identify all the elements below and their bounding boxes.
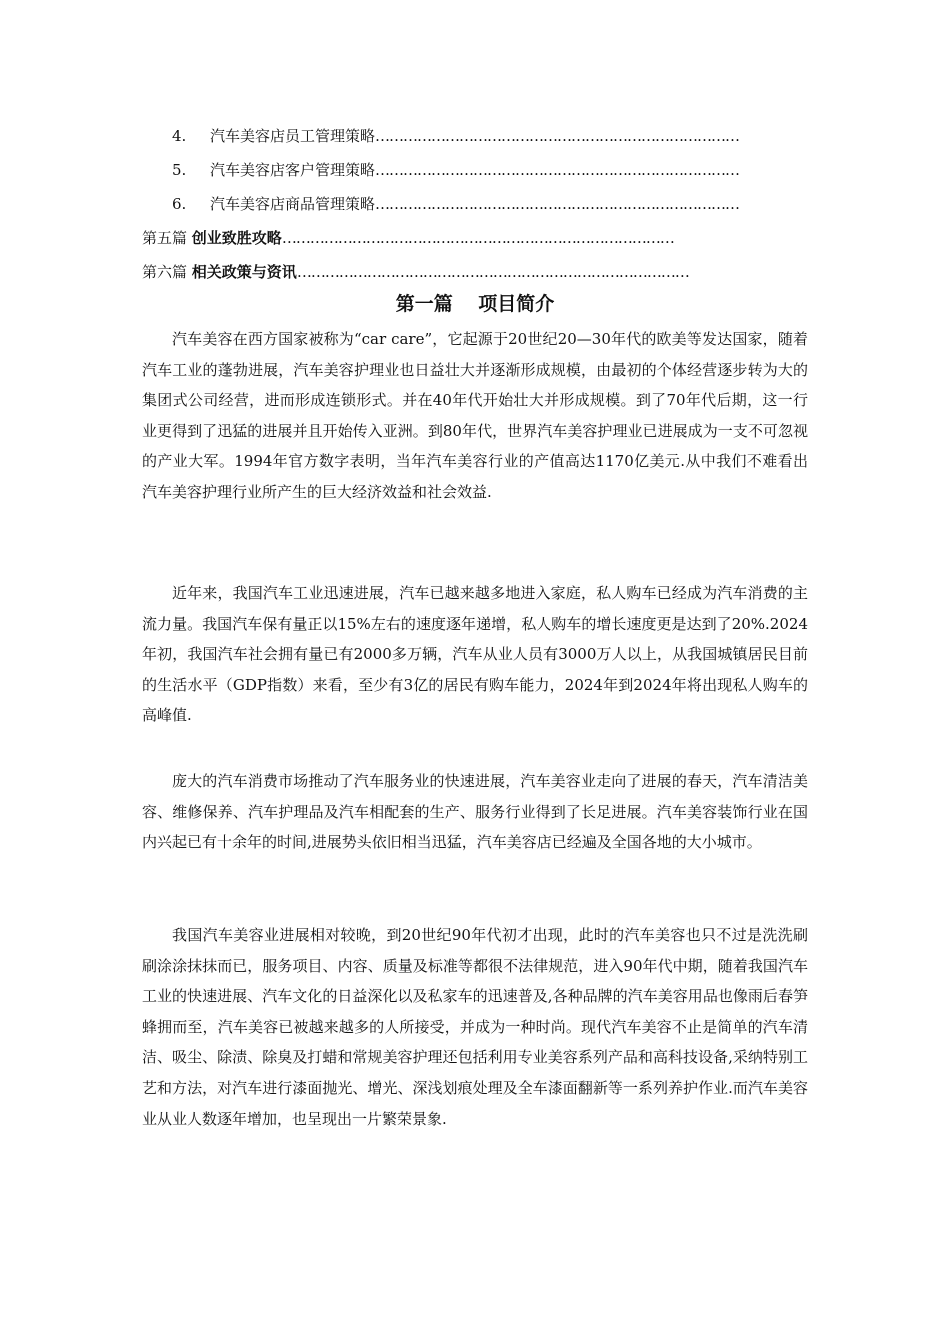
toc-leader-dots: …………………………………………………………………… (375, 195, 740, 213)
body-paragraph: 汽车美容在西方国家被称为“car care”，它起源于20世纪20—30年代的欧美等发达国家，随着汽车工业的蓬勃进展，汽车美容护理业也日益壮大并逐渐形成规模，由最初的个体经营逐步转为大的集团式公司经营，进而形成连锁形式。并在40年代开始壮大并形成规模。到了70年代后期，这一行业更得到了迅猛的进展并且开始传入亚洲。到80年代，世界汽车美容护理业已进展成为一支不可忽视的产业大军。1994年官方数字表明，当年汽车美容行业的产值高达1170亿美元.从中我们不难看出汽车美容护理行业所产生的巨大经济效益和社会效益. (142, 330, 808, 501)
toc-item[interactable] (172, 160, 802, 180)
toc-leader-dots: ………………………………………………………………………… (296, 263, 689, 281)
toc-item-label: 汽车美容店客户管理策略 (210, 161, 376, 179)
toc-item-label: 汽车美容店商品管理策略 (210, 195, 376, 213)
body-paragraph: 近年来，我国汽车工业迅速进展，汽车已越来越多地进入家庭，私人购车已经成为汽车消费的主流力量。我国汽车保有量正以15%左右的速度逐年递增，私人购车的增长速度更是达到了20%.2024年初，我国汽车社会拥有量已有2000多万辆，汽车从业人员有3000万人以上，从我国城镇居民目前的生活水平（GDP指数）来看，至少有3亿的居民有购车能力，2024年到2024年将出现私人购车的高峰值. (142, 584, 808, 725)
toc-item[interactable] (172, 194, 802, 214)
toc-leader-dots: …………………………………………………………………… (375, 127, 740, 145)
toc-item[interactable] (172, 126, 802, 146)
toc-item-number: 5. (172, 161, 187, 179)
toc-leader-dots: …………………………………………………………………… (375, 161, 740, 179)
toc-part-title: 相关政策与资讯 (191, 263, 297, 281)
toc-part[interactable] (142, 262, 792, 282)
toc-part[interactable] (142, 228, 792, 248)
toc-part-title: 创业致胜攻略 (191, 229, 282, 247)
toc-item-label: 汽车美容店员工管理策略 (210, 127, 376, 145)
toc-part-prefix: 第五篇 (142, 229, 188, 247)
toc-part-prefix: 第六篇 (142, 263, 188, 281)
toc-leader-dots: ………………………………………………………………………… (281, 229, 674, 247)
toc-item-number: 6. (172, 195, 187, 213)
chapter-title: 第一篇 项目简介 (395, 293, 555, 315)
toc-item-number: 4. (172, 127, 187, 145)
body-paragraph: 我国汽车美容业进展相对较晚，到20世纪90年代初才出现，此时的汽车美容也只不过是洗洗刷刷涂涂抹抹而已，服务项目、内容、质量及标准等都很不法律规范，进入90年代中期，随着我国汽车工业的快速进展、汽车文化的日益深化以及私家车的迅速普及,各种品牌的汽车美容用品也像雨后春笋蜂拥而至，汽车美容已被越来越多的人所接受，并成为一种时尚。现代汽车美容不止是简单的汽车清洁、吸尘、除渍、除臭及打蜡和常规美容护理还包括利用专业美容系列产品和高科技设备,采纳特别工艺和方法，对汽车进行漆面抛光、增光、深浅划痕处理及全车漆面翻新等一系列养护作业.而汽车美容业从业人数逐年增加，也呈现出一片繁荣景象. (142, 926, 808, 1128)
body-paragraph: 庞大的汽车消费市场推动了汽车服务业的快速进展，汽车美容业走向了进展的春天，汽车清洁美容、维修保养、汽车护理品及汽车相配套的生产、服务行业得到了长足进展。汽车美容装饰行业在国内兴起已有十余年的时间,进展势头依旧相当迅猛，汽车美容店已经遍及全国各地的大小城市。 (142, 772, 808, 852)
